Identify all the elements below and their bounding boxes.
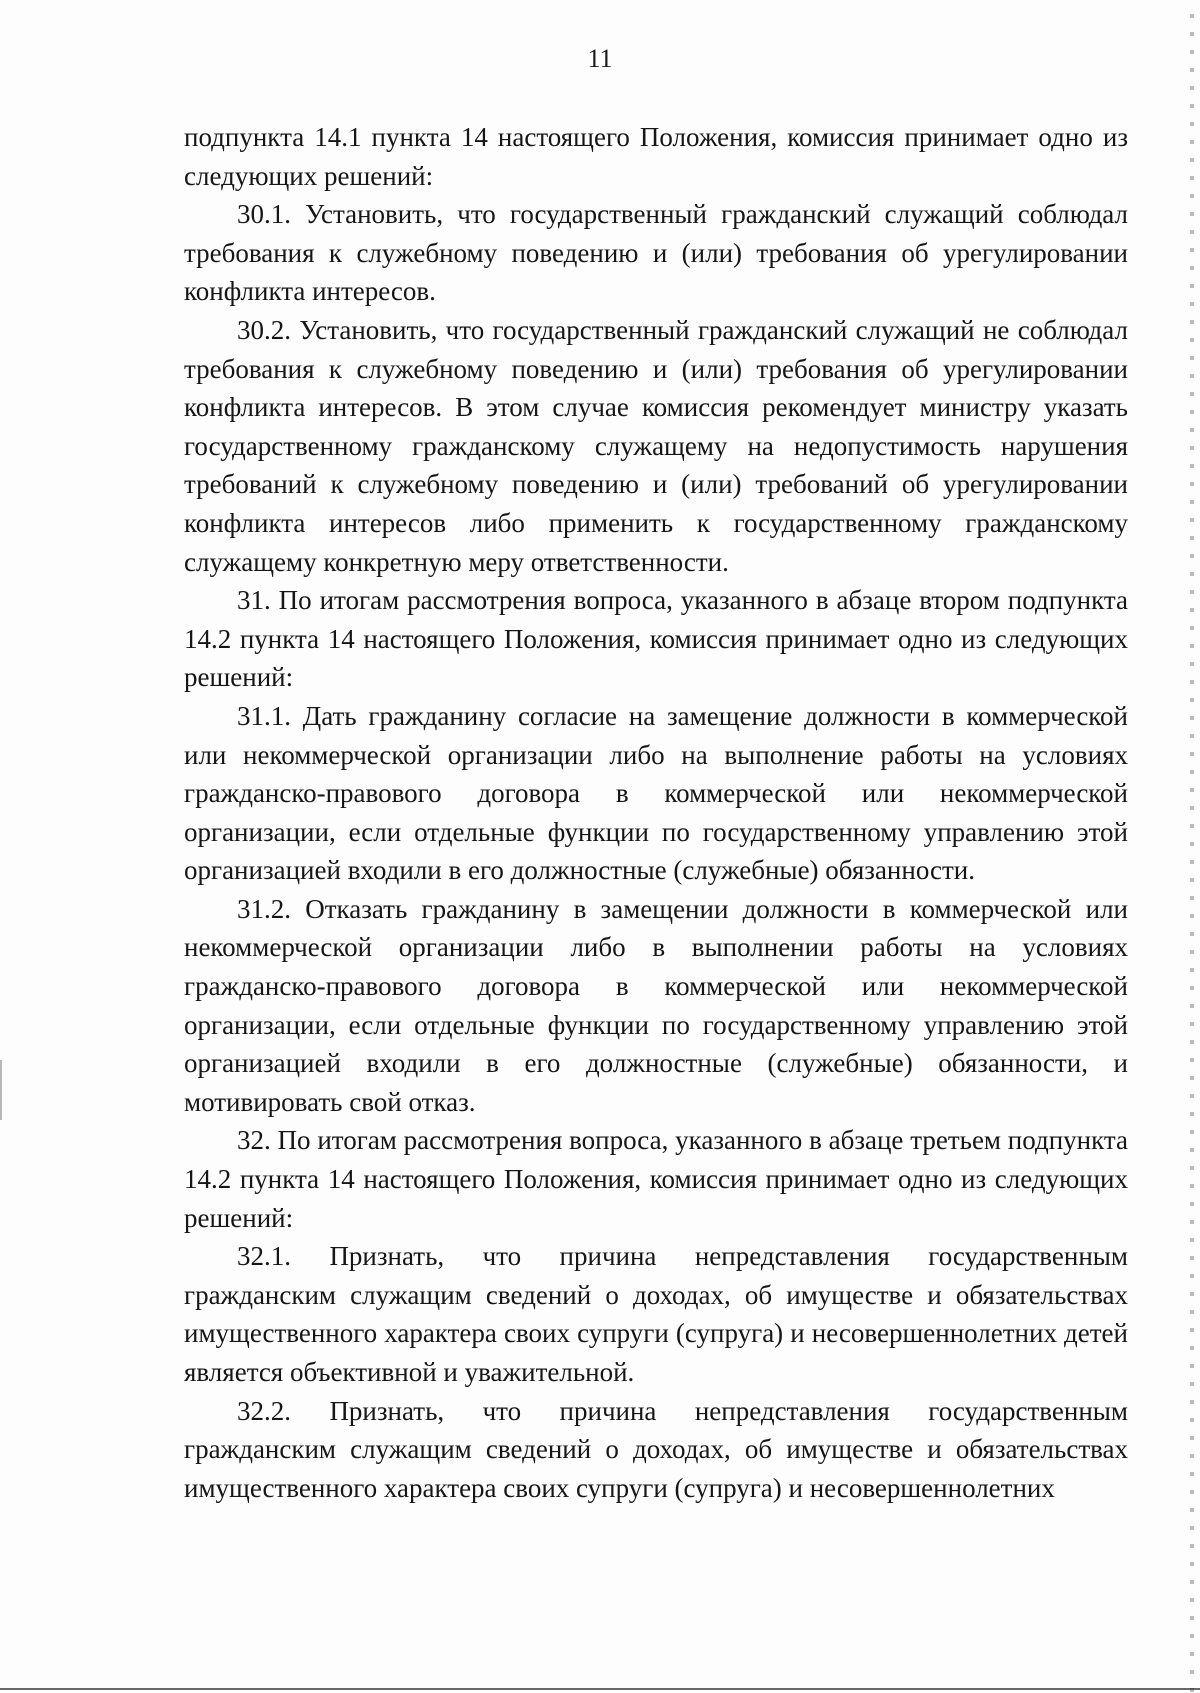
paragraph-30-1: 30.1. Установить, что государственный гражданский служащий соблюдал требования к служебному поведению и (или) требования об урегулировании конфликта интересов. <box>184 199 1128 307</box>
paragraph-32-2: 32.2. Признать, что причина непредставления государственным гражданским служащим сведений о доходах, об имуществе и обязательствах имущественного характера своих супруги (супруга) и несовершеннолетних <box>184 1395 1128 1503</box>
paragraph-31-1: 31.1. Дать гражданину согласие на замещение должности в коммерческой или некоммерческой организации либо на выполнение работы на условиях гражданско-правового договора в коммерческой или некоммерческой организации, если отдельные функции по государственному управлению этой организацией входили в его должностные (служебные) обязанности. <box>184 700 1128 886</box>
paragraph-32: 32. По итогам рассмотрения вопроса, указанного в абзаце третьем подпункта 14.2 пункта 14 настоящего Положения, комиссия принимает одно из следующих решений: <box>184 1125 1128 1233</box>
paragraph-31: 31. По итогам рассмотрения вопроса, указанного в абзаце втором подпункта 14.2 пункта 14 настоящего Положения, комиссия принимает одно из следующих решений: <box>184 585 1128 693</box>
document-body <box>184 118 1128 1507</box>
page-bottom-border <box>0 1688 1200 1690</box>
paragraph-30-2: 30.2. Установить, что государственный гражданский служащий не соблюдал требования к служебному поведению и (или) требования об урегулировании конфликта интересов. В этом случае комиссия рекомендует министру указать государственному гражданскому служащему на недопустимость нарушения требований к служебному поведению и (или) требований об урегулировании конфликта интересов либо применить к государственному гражданскому служащему конкретную меру ответственности. <box>184 314 1128 577</box>
paragraph-32-1: 32.1. Признать, что причина непредставления государственным гражданским служащим сведений о доходах, об имуществе и обязательствах имущественного характера своих супруги (супруга) и несовершеннолетних детей является объективной и уважительной. <box>184 1241 1128 1387</box>
paragraph-0: подпункта 14.1 пункта 14 настоящего Положения, комиссия принимает одно из следующих решений: <box>184 122 1128 191</box>
scan-edge-left-artifact <box>0 1060 2 1120</box>
paragraph-31-2: 31.2. Отказать гражданину в замещении должности в коммерческой или некоммерческой организации либо в выполнении работы на условиях гражданско-правового договора в коммерческой или некоммерческой организации, если отдельные функции по государственному управлению этой организацией входили в его должностные (служебные) обязанности, и мотивировать свой отказ. <box>184 893 1128 1117</box>
scan-edge-artifact <box>1190 0 1194 1693</box>
page-number: 11 <box>587 44 613 73</box>
